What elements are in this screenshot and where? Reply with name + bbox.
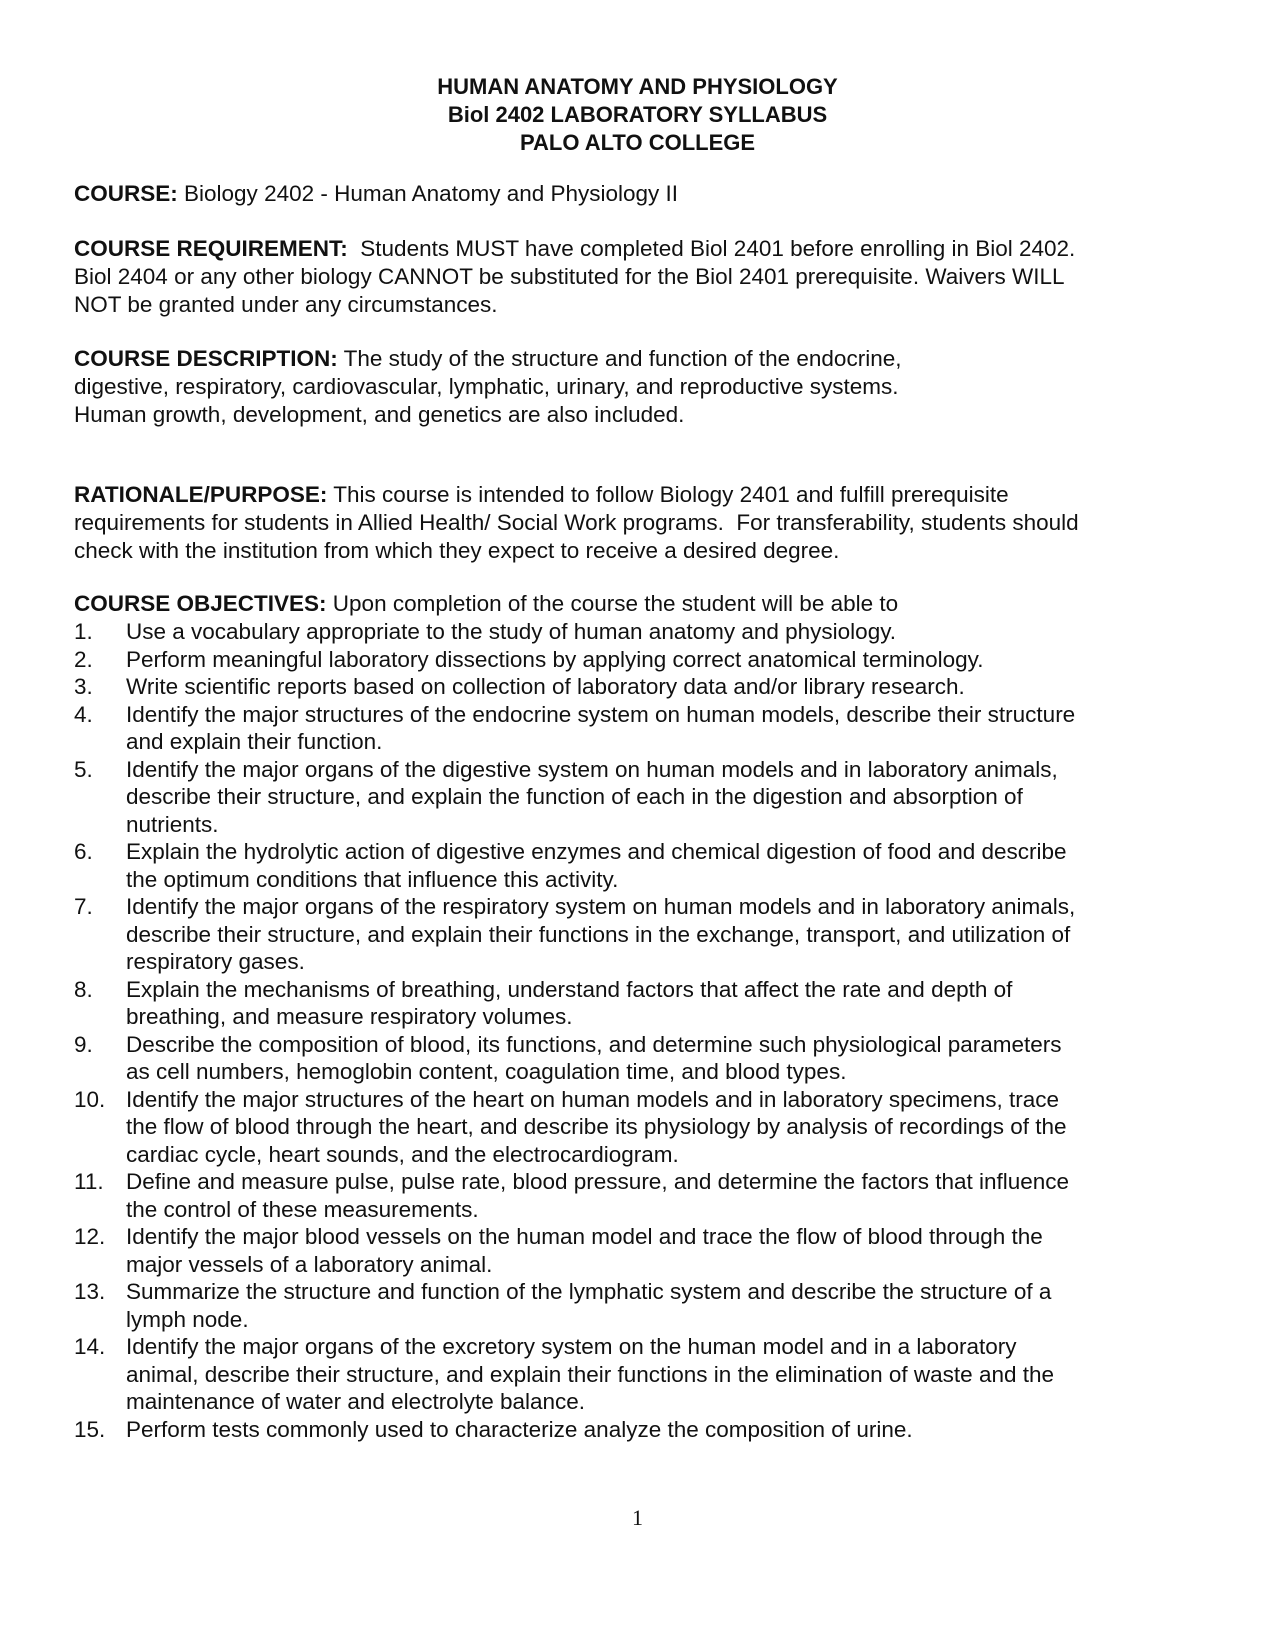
document-header [0, 73, 1275, 157]
course-text: Biology 2402 - Human Anatomy and Physiology II [177, 181, 679, 206]
description-line-2: digestive, respiratory, cardiovascular, lymphatic, urinary, and reproductive systems. [74, 374, 899, 399]
objective-line: nutrients. [126, 811, 219, 837]
objective-line: Describe the composition of blood, its functions, and determine such physiological parameters [126, 1031, 1062, 1057]
objective-line: Explain the hydrolytic action of digestive enzymes and chemical digestion of food and describe [126, 839, 1067, 864]
objective-text [126, 1416, 1204, 1444]
objective-item [74, 756, 1204, 839]
objective-text [126, 1333, 1204, 1416]
objective-text [126, 701, 1204, 756]
objective-item [74, 893, 1204, 976]
objective-text [126, 1031, 1204, 1086]
page-number: 1 [632, 1505, 643, 1530]
objective-number: 12. [74, 1224, 106, 1249]
rationale-line-3: check with the institution from which they expect to receive a desired degree. [74, 538, 840, 563]
rationale-line-2: requirements for students in Allied Health/ Social Work programs. For transferability, students should [74, 510, 1079, 535]
objective-item [74, 618, 1204, 646]
objective-number: 11. [74, 1169, 104, 1194]
objective-line: Write scientific reports based on collection of laboratory data and/or library research. [126, 674, 965, 699]
objective-item [74, 1333, 1204, 1416]
objective-number: 2. [74, 646, 93, 672]
objective-number: 13. [74, 1279, 106, 1304]
objective-line: Identify the major blood vessels on the human model and trace the flow of blood through the [126, 1224, 1043, 1249]
objective-item [74, 1168, 1204, 1223]
objective-line: as cell numbers, hemoglobin content, coagulation time, and blood types. [126, 1059, 847, 1084]
objective-number: 3. [74, 674, 93, 699]
requirement-line-3: NOT be granted under any circumstances. [74, 292, 498, 317]
objective-line: the optimum conditions that influence this activity. [126, 866, 619, 892]
objective-text [126, 1278, 1204, 1333]
description-line-3: Human growth, development, and genetics are also included. [74, 402, 685, 427]
objective-line: Identify the major organs of the respiratory system on human models and in laboratory animals, [126, 894, 1076, 919]
objective-line: maintenance of water and electrolyte balance. [126, 1389, 586, 1414]
objective-line: Perform tests commonly used to characterize analyze the composition of urine. [126, 1416, 913, 1442]
objective-number: 9. [74, 1031, 93, 1057]
objective-text [126, 646, 1204, 674]
objective-number: 5. [74, 756, 93, 782]
objective-number: 10. [74, 1086, 106, 1112]
objective-number: 15. [74, 1416, 106, 1442]
objective-number: 4. [74, 701, 93, 727]
objectives-intro: Upon completion of the course the student will be able to [326, 591, 899, 616]
objective-line: Identify the major structures of the heart on human models and in laboratory specimens, trace [126, 1086, 1059, 1112]
objective-line: breathing, and measure respiratory volumes. [126, 1004, 573, 1029]
objective-item [74, 701, 1204, 756]
objectives-section [74, 590, 1204, 618]
description-label: COURSE DESCRIPTION: [74, 346, 338, 371]
objective-line: describe their structure, and explain their functions in the exchange, transport, and utilization of [126, 921, 1071, 947]
objective-text [126, 618, 1204, 646]
description-section [74, 345, 1204, 429]
objectives-label: COURSE OBJECTIVES: [74, 591, 327, 616]
objective-text [126, 1168, 1204, 1223]
objectives-list [74, 618, 1204, 1443]
course-label: COURSE: [74, 181, 178, 206]
objective-line: and explain their function. [126, 729, 383, 754]
header-course-code: Biol 2402 LABORATORY SYLLABUS [447, 102, 828, 127]
objective-item [74, 673, 1204, 701]
objective-number: 14. [74, 1334, 106, 1359]
objective-line: Summarize the structure and function of the lymphatic system and describe the structure of a [126, 1279, 1052, 1304]
objective-item [74, 976, 1204, 1031]
rationale-line-1: This course is intended to follow Biology 2401 and fulfill prerequisite [327, 482, 1009, 507]
objective-number: 8. [74, 976, 93, 1002]
rationale-section [74, 481, 1204, 565]
objective-line: the control of these measurements. [126, 1196, 479, 1222]
objective-line: describe their structure, and explain the function of each in the digestion and absorption of [126, 784, 1023, 809]
objective-line: lymph node. [126, 1306, 249, 1332]
objective-item [74, 646, 1204, 674]
objective-line: Explain the mechanisms of breathing, understand factors that affect the rate and depth of [126, 976, 1013, 1002]
objective-number: 7. [74, 894, 93, 919]
objective-line: Identify the major organs of the digestive system on human models and in laboratory animals, [126, 756, 1058, 782]
objective-line: animal, describe their structure, and explain their functions in the elimination of waste and the [126, 1361, 1055, 1387]
objective-item [74, 1031, 1204, 1086]
objective-line: major vessels of a laboratory animal. [126, 1251, 493, 1277]
objective-number: 1. [74, 619, 93, 644]
course-section [74, 180, 1204, 208]
requirement-label: COURSE REQUIREMENT: [74, 236, 348, 261]
header-title: HUMAN ANATOMY AND PHYSIOLOGY [437, 74, 838, 99]
objective-item [74, 838, 1204, 893]
description-line-1: The study of the structure and function of the endocrine, [337, 346, 902, 371]
objective-line: Use a vocabulary appropriate to the study of human anatomy and physiology. [126, 619, 897, 644]
requirement-section [74, 235, 1204, 319]
objective-number: 6. [74, 839, 93, 864]
objective-text [126, 976, 1204, 1031]
objective-line: Identify the major structures of the endocrine system on human models, describe their structure [126, 701, 1076, 727]
objective-line: Define and measure pulse, pulse rate, blood pressure, and determine the factors that influence [126, 1169, 1070, 1194]
objective-item [74, 1416, 1204, 1444]
objective-line: respiratory gases. [126, 949, 305, 974]
objective-line: cardiac cycle, heart sounds, and the electrocardiogram. [126, 1141, 679, 1167]
requirement-line-2: Biol 2404 or any other biology CANNOT be substituted for the Biol 2401 prerequisite. Waivers WILL [74, 264, 1065, 289]
header-college: PALO ALTO COLLEGE [519, 130, 756, 155]
objective-text [126, 673, 1204, 701]
objective-line: the flow of blood through the heart, and describe its physiology by analysis of recordings of the [126, 1114, 1067, 1139]
objective-text [126, 1086, 1204, 1169]
objective-item [74, 1223, 1204, 1278]
objective-text [126, 1223, 1204, 1278]
objective-item [74, 1086, 1204, 1169]
requirement-line-1: Students MUST have completed Biol 2401 before enrolling in Biol 2402. [347, 236, 1076, 261]
objective-line: Identify the major organs of the excretory system on the human model and in a laboratory [126, 1334, 1017, 1359]
objective-line: Perform meaningful laboratory dissections by applying correct anatomical terminology. [126, 646, 984, 672]
objective-text [126, 838, 1204, 893]
rationale-label: RATIONALE/PURPOSE: [74, 482, 328, 507]
objective-text [126, 893, 1204, 976]
objective-text [126, 756, 1204, 839]
objective-item [74, 1278, 1204, 1333]
